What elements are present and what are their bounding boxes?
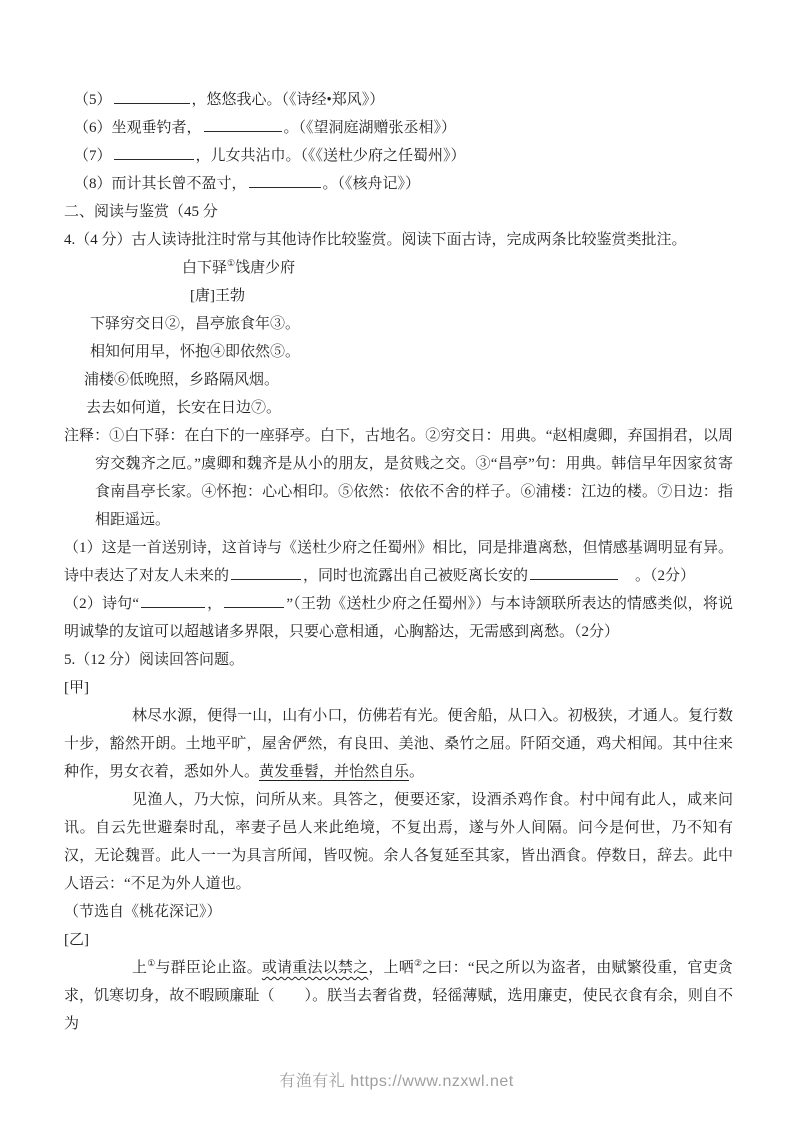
passage-b-seg1: 与群臣论止盗。 <box>155 960 262 976</box>
answer-blank <box>249 173 321 188</box>
fill-in-pre-text: （7） <box>74 148 112 164</box>
passage-b-pre: 上 <box>132 960 148 976</box>
passage-b-paragraph <box>64 954 733 1038</box>
fill-in-pre-text: （8）而计其长曾不盈寸， <box>74 176 247 192</box>
fill-in-pre-text: （6）坐观垂钓者， <box>74 120 202 136</box>
fill-in-item-6 <box>64 114 733 142</box>
sub1-mid-text: ，同时也流露出自己被贬离长安的 <box>303 568 529 584</box>
answer-blank <box>231 565 301 580</box>
answer-blank <box>114 89 190 104</box>
question-4-sub1 <box>64 534 733 590</box>
sub1-pre-text: （1）这是一首送别诗，这首诗与《送杜少府之任蜀州》相比，同是排遣离愁，但情感基调明显有异。诗中表达了对友人未来的 <box>64 540 733 584</box>
sub1-post-text: 。（2分） <box>620 568 696 584</box>
sub2-mid-text: ， <box>207 596 223 612</box>
poem-line: 相知何用早，怀抱④即依然⑤。 <box>90 344 301 360</box>
fill-in-item-8 <box>64 170 733 198</box>
passage-b-wavy-underlined-phrase: 或请重法以禁之 <box>261 960 369 976</box>
exam-content <box>64 86 733 1038</box>
passage-b-note-mark-1: ① <box>147 958 156 968</box>
section-heading: 二、阅读与鉴赏（45 分 <box>64 204 218 220</box>
passage-a-paragraph-1 <box>64 702 733 786</box>
question-4-sub2 <box>64 590 733 646</box>
sub2-pre-text: （2）诗句“ <box>64 596 139 612</box>
fill-in-post-text: 。（《望洞庭湖赠张丞相》） <box>283 120 457 136</box>
fill-in-post-text: ，儿女共沾巾。（《《送杜少府之任蜀州》） <box>195 148 466 164</box>
answer-blank <box>114 145 194 160</box>
question-4-intro: 4.（4 分）古人读诗批注时常与其他诗作比较鉴赏。阅读下面古诗，完成两条比较鉴赏类批注。 <box>64 232 687 248</box>
fill-in-pre-text: （5） <box>74 92 112 108</box>
fill-in-item-5 <box>64 86 733 114</box>
passage-a-p1-end: 。 <box>409 764 425 780</box>
fill-in-item-7 <box>64 142 733 170</box>
poem-title-rest: 饯唐少府 <box>235 260 296 276</box>
passage-a-label: [甲] <box>64 680 89 696</box>
answer-blank <box>530 565 618 580</box>
poem-annotations: 注释：①白下驿：在白下的一座驿亭。白下，古地名。②穷交日：用典。“赵相虞卿，弃国捐君，以周穷交魏齐之厄。”虞卿和魏齐是从小的朋友，是贫贱之交。③“昌亭”句：用典。韩信早年因家贫寄食南昌亭长家。④怀抱：心心相印。⑤依然：依依不舍的样子。⑥浦楼：江边的楼。⑦日边：指相距遥远。 <box>64 428 733 528</box>
passage-b-note-mark-2: ② <box>413 958 423 968</box>
passage-a-p1-text: 林尽水源，便得一山，山有小口，仿佛若有光。便舍船，从口入。初极狭，才通人。复行数十步，豁然开朗。土地平旷，屋舍俨然，有良田、美池、桑竹之屈。阡陌交通，鸡犬相闻。其中往来种作，男女衣着，悉如外人。 <box>64 708 733 780</box>
passage-b-label: [乙] <box>64 932 89 948</box>
passage-b-seg2: ，上哂 <box>368 960 414 976</box>
poem-title <box>64 254 733 282</box>
poem-title-main: 白下驿 <box>182 260 228 276</box>
passage-a-source: （节选自《桃花深记》） <box>64 904 222 920</box>
passage-a-paragraph-2: 见渔人，乃大惊，问所从来。具答之，便要还家，设酒杀鸡作食。村中闻有此人，咸来问讯。自云先世避秦时乱，率妻子邑人来此绝境，不复出焉，遂与外人间隔。问今是何世，乃不知有汉，无论魏晋。此人一一为具言所闻，皆叹惋。余人各复延至其家，皆出酒食。停数日，辞去。此中人语云：“不足为外人道也。 <box>64 792 733 892</box>
answer-blank <box>204 117 282 132</box>
answer-blank <box>224 593 284 608</box>
passage-b-seg3: 之曰：“民之所以为盗者，由赋繁役重，官吏贪求，饥寒切身，故不暇顾廉耻（ ）。朕当去奢省费，轻徭薄赋，选用廉吏，使民衣食有余，则自不为 <box>64 960 733 1032</box>
passage-a-underlined-phrase: 黄发垂髫，并怡然自乐 <box>259 764 410 780</box>
poem-author: [唐]王勃 <box>190 288 245 304</box>
poem-line: 浦楼⑥低晚照，乡路隔风烟。 <box>84 372 280 388</box>
fill-in-post-text: ，悠悠我心。（《诗经•郑风》） <box>191 92 385 108</box>
poem-title-note-mark: ① <box>227 258 236 268</box>
fill-in-post-text: 。（《核舟记》） <box>322 176 421 192</box>
watermark-footer: 有渔有礼 https://www.nzxwl.net <box>279 1073 514 1090</box>
question-5-intro: 5.（12 分）阅读回答问题。 <box>64 652 245 668</box>
poem-line: 下驿穷交日②，昌亭旅食年③。 <box>90 316 301 332</box>
sub2-post-text: ”（王勃《送杜少府之任蜀州》）与本诗颔联所表达的情感类似，将说明诚挚的友谊可以超越诸多界限，只要心意相通，心胸豁达，无需感到离愁。（2分） <box>64 596 733 640</box>
poem-line: 去去如何道，长安在日边⑦。 <box>86 400 282 416</box>
answer-blank <box>141 593 205 608</box>
